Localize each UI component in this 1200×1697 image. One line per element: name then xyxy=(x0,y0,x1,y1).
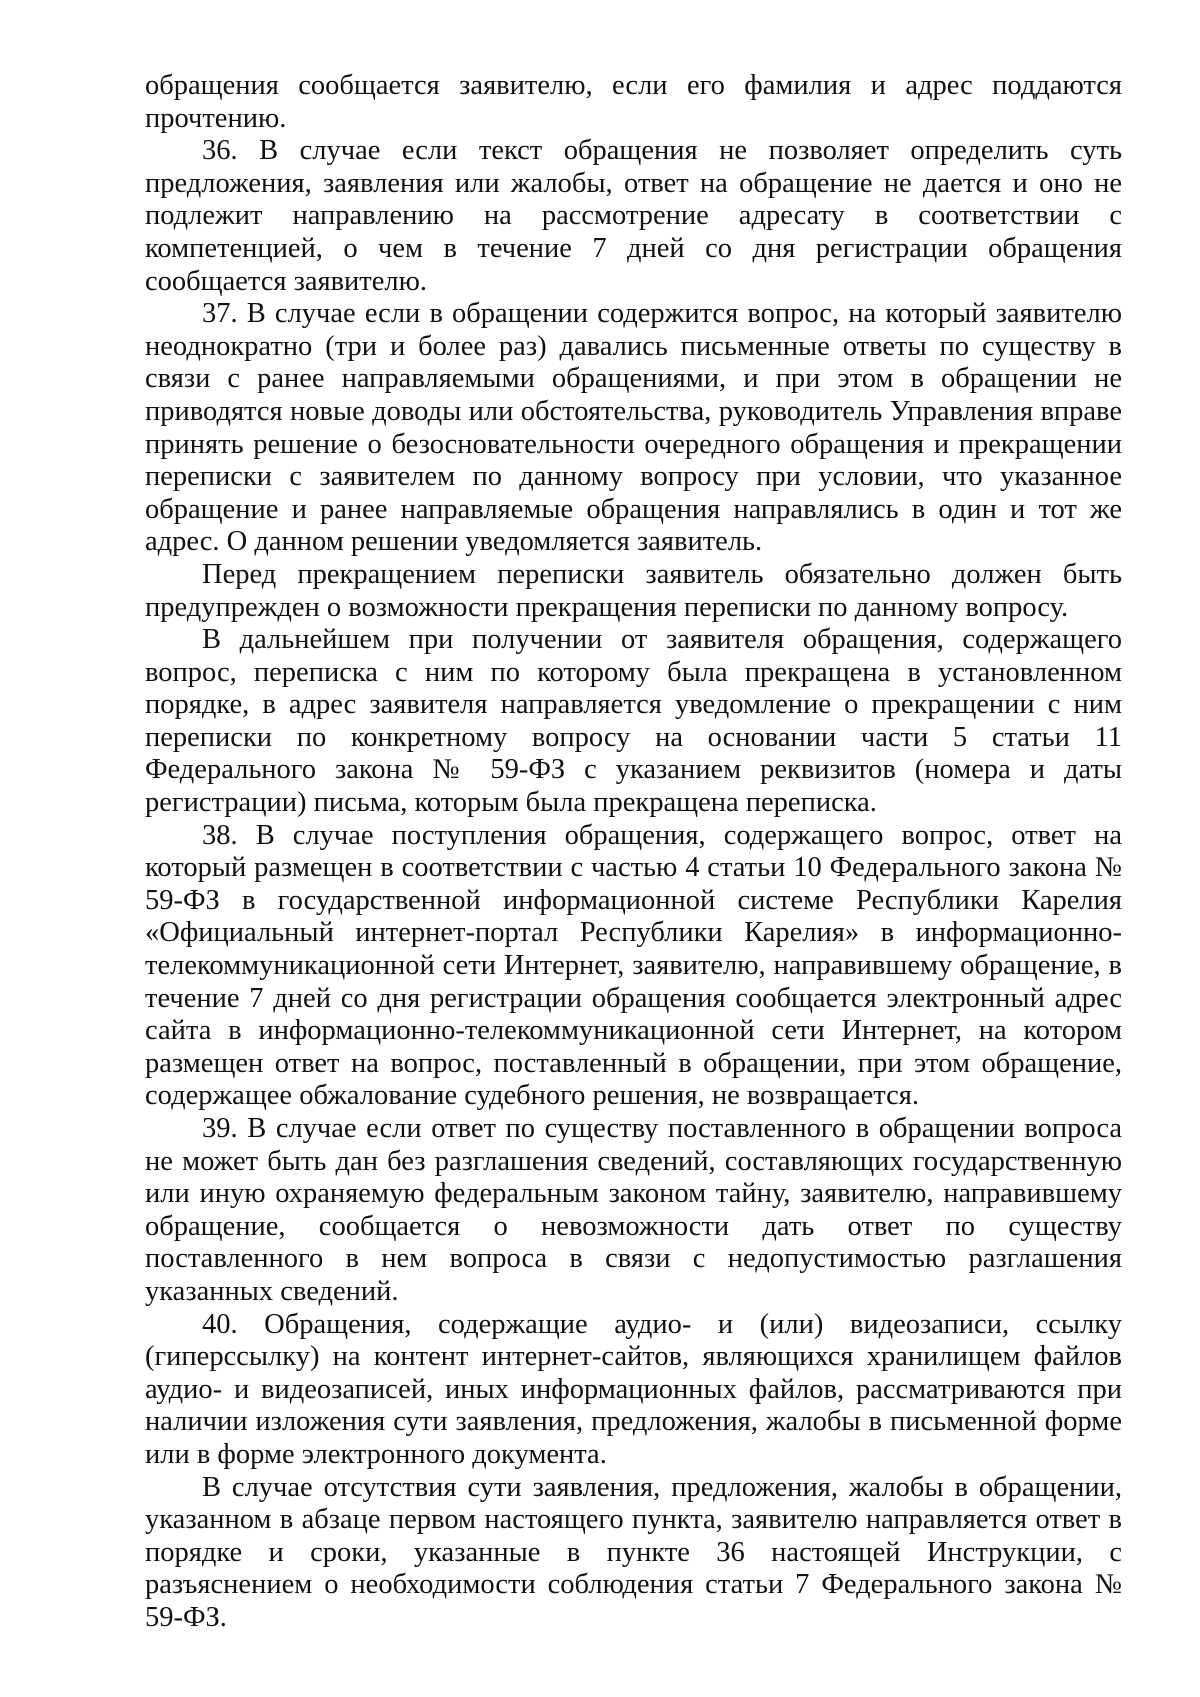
paragraph-item-39: 39. В случае если ответ по существу поставленного в обращении вопроса не может быть дан без разглашения сведений, составляющих государственную или иную охраняемую федеральным законом тайну, заявителю, направившему обращение, сообщается о невозможности дать ответ по существу поставленного в нем вопроса в связи с недопустимостью разглашения указанных сведений. xyxy=(145,1113,1122,1307)
paragraph-item-40-absence: В случае отсутствия сути заявления, предложения, жалобы в обращении, указанном в абзаце первом настоящего пункта, заявителю направляется ответ в порядке и сроки, указанные в пункте 36 настоящей Инструкции, с разъяснением о необходимости соблюдения статьи 7 Федерального закона № 59-ФЗ. xyxy=(145,1471,1122,1633)
paragraph-warning: Перед прекращением переписки заявитель обязательно должен быть предупрежден о возможности прекращения переписки по данному вопросу. xyxy=(145,558,1122,623)
paragraph-item-37: 37. В случае если в обращении содержится вопрос, на который заявителю неоднократно (три и более раз) давались письменные ответы по существу в связи с ранее направляемыми обращениями, и при этом в обращении не приводятся новые доводы или обстоятельства, руководитель Управления вправе принять решение о безосновательности очередного обращения и прекращении переписки с заявителем по данному вопросу при условии, что указанное обращение и ранее направляемые обращения направлялись в один и тот же адрес. О данном решении уведомляется заявитель. xyxy=(145,298,1122,558)
paragraph-continuation: обращения сообщается заявителю, если его фамилия и адрес поддаются прочтению. xyxy=(145,70,1122,134)
paragraph-item-38: 38. В случае поступления обращения, содержащего вопрос, ответ на который размещен в соответствии с частью 4 статьи 10 Федерального закона № 59-ФЗ в государственной информационной системе Республики Карелия «Официальный интернет-портал Республики Карелия» в информационно-телекоммуникационной сети Интернет, заявителю, направившему обращение, в течение 7 дней со дня регистрации обращения сообщается электронный адрес сайта в информационно-телекоммуникационной сети Интернет, на котором размещен ответ на вопрос, поставленный в обращении, при этом обращение, содержащее обжалование судебного решения, не возвращается. xyxy=(145,819,1122,1112)
paragraph-notification: В дальнейшем при получении от заявителя обращения, содержащего вопрос, переписка с ним по которому была прекращена в установленном порядке, в адрес заявителя направляется уведомление о прекращении с ним переписки по конкретному вопросу на основании части 5 статьи 11 Федерального закона № 59-ФЗ с указанием реквизитов (номера и даты регистрации) письма, которым была прекращена переписка. xyxy=(145,624,1122,819)
document-page xyxy=(145,70,1122,1635)
paragraph-item-40: 40. Обращения, содержащие аудио- и (или) видеозаписи, ссылку (гиперссылку) на контент интернет-сайтов, являющихся хранилищем файлов аудио- и видеозаписей, иных информационных файлов, рассматриваются при наличии изложения сути заявления, предложения, жалобы в письменной форме или в форме электронного документа. xyxy=(145,1308,1122,1470)
paragraph-item-36: 36. В случае если текст обращения не позволяет определить суть предложения, заявления или жалобы, ответ на обращение не дается и оно не подлежит направлению на рассмотрение адресату в соответствии с компетенцией, о чем в течение 7 дней со дня регистрации обращения сообщается заявителю. xyxy=(145,135,1122,297)
